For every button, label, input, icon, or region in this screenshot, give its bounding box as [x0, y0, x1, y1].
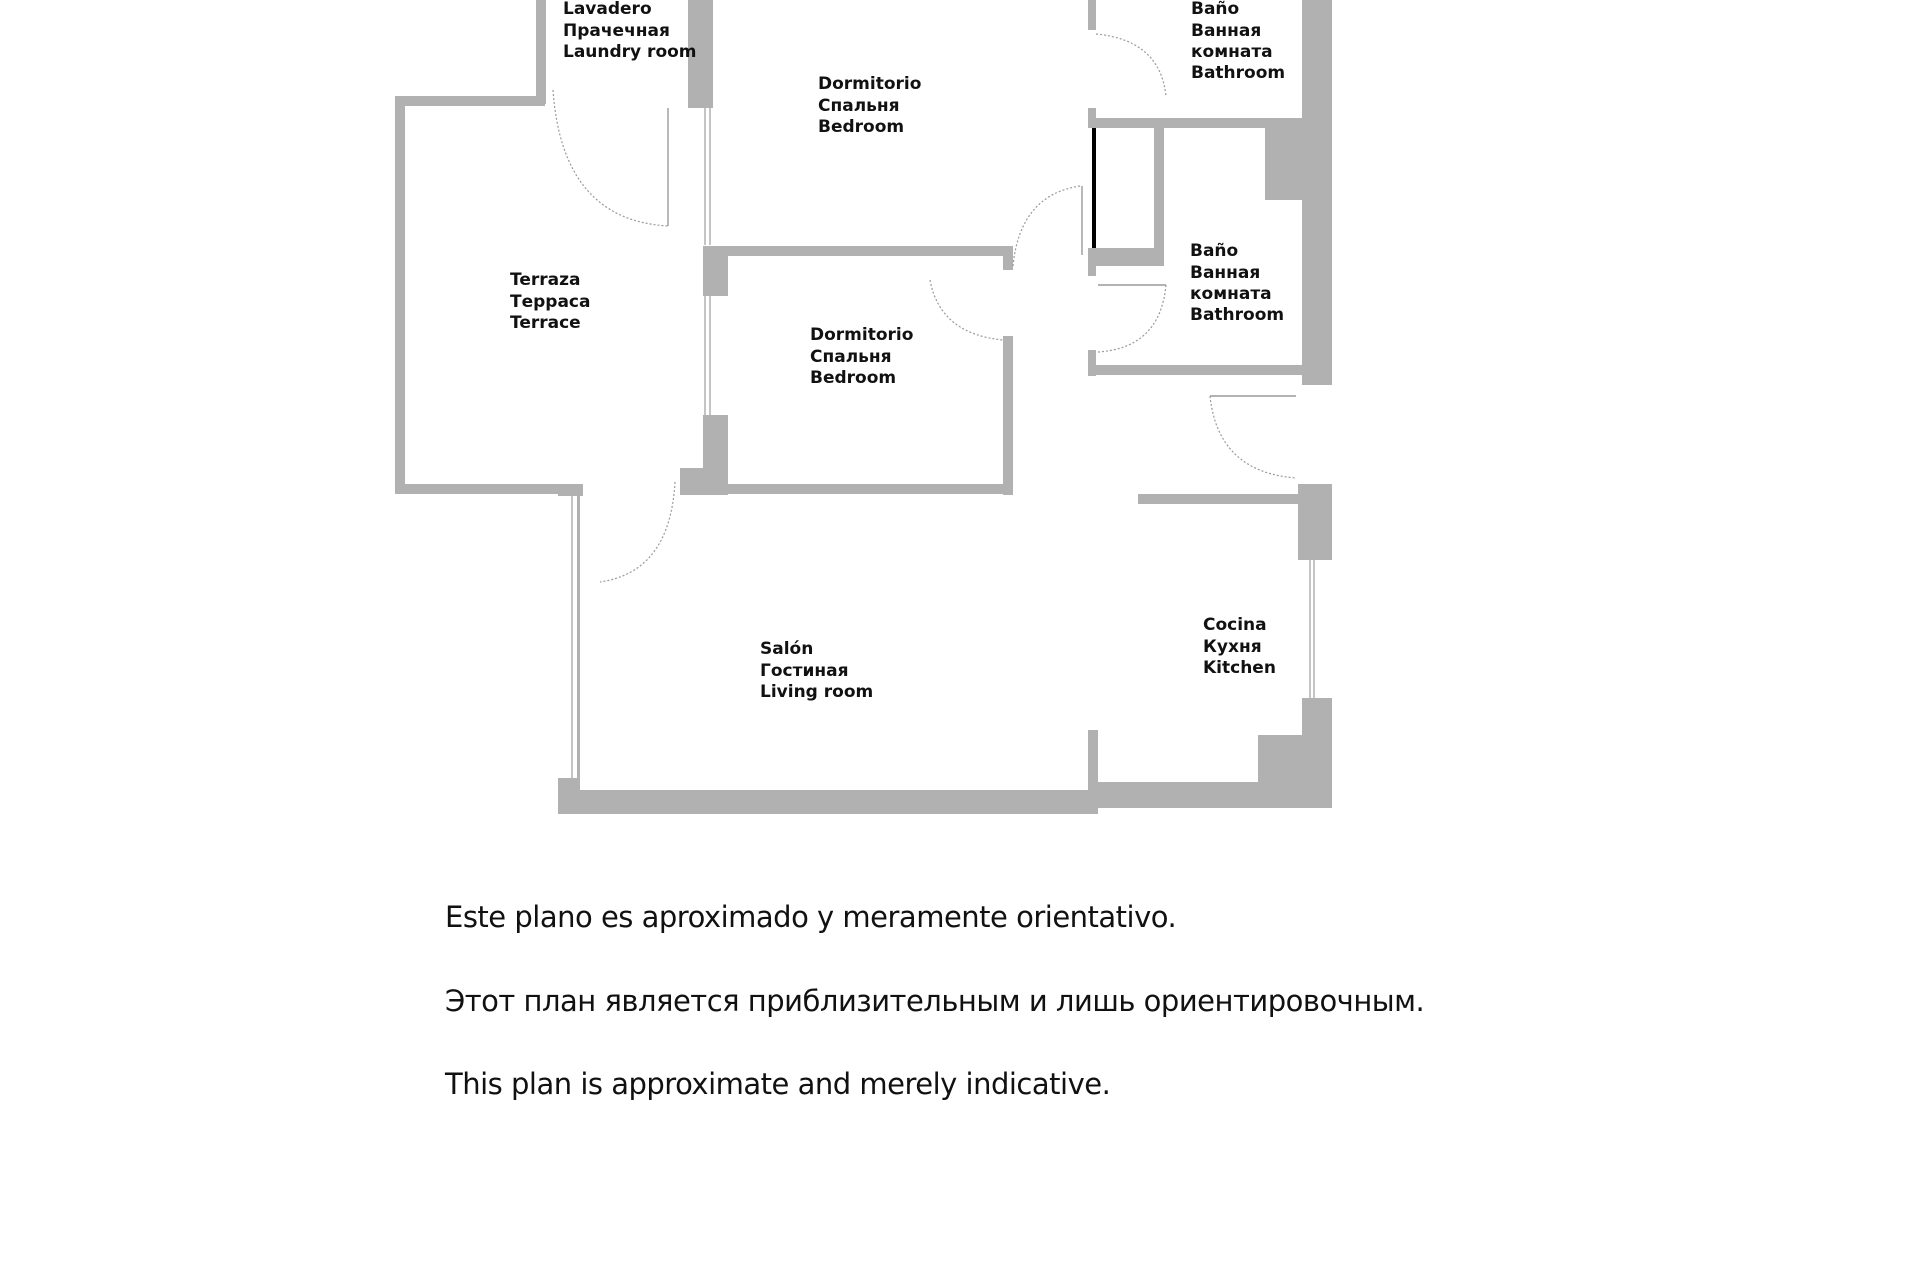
laundry-label-ru: Прачечная	[563, 21, 670, 41]
kitchen-label-es: Cocina	[1203, 615, 1267, 635]
bedroom-top-label-ru: Спальня	[818, 96, 900, 116]
disclaimer-es: Este plano es aproximado y meramente orientativo.	[445, 900, 1177, 934]
kitchen-label-en: Kitchen	[1203, 658, 1276, 678]
laundry-label-es: Lavadero	[563, 0, 652, 19]
room-label-terrace	[510, 270, 590, 333]
bedroom-top-label-es: Dormitorio	[818, 74, 922, 94]
room-label-bathroom-mid	[1190, 241, 1284, 325]
bathroom-mid-label-en: Bathroom	[1190, 305, 1285, 325]
bathroom-mid-label-ru2: комната	[1190, 284, 1272, 304]
living-label-ru: Гостиная	[760, 661, 849, 681]
laundry-label-en: Laundry room	[563, 42, 697, 62]
disclaimer-ru: Этот план является приблизительным и лишь ориентировочным.	[445, 984, 1425, 1018]
bedroom-mid-label-en: Bedroom	[810, 368, 897, 388]
bathroom-top-label-ru: Ванная	[1191, 21, 1262, 41]
disclaimer-en: This plan is approximate and merely indicative.	[445, 1067, 1111, 1101]
room-label-kitchen	[1203, 615, 1276, 678]
kitchen-label-ru: Кухня	[1203, 637, 1262, 657]
bathroom-mid-label-ru: Ванная	[1190, 263, 1261, 283]
bedroom-mid-label-es: Dormitorio	[810, 325, 914, 345]
terrace-label-en: Terrace	[510, 313, 581, 333]
room-label-bedroom-mid	[810, 325, 913, 388]
bedroom-mid-label-ru: Спальня	[810, 347, 892, 367]
living-label-es: Salón	[760, 639, 814, 659]
room-label-laundry	[563, 0, 697, 62]
bathroom-top-label-ru2: комната	[1191, 42, 1273, 62]
bathroom-top-label-es: Baño	[1191, 0, 1240, 19]
room-label-living	[760, 639, 873, 702]
bathroom-top-label-en: Bathroom	[1191, 63, 1286, 83]
bedroom-top-label-en: Bedroom	[818, 117, 905, 137]
living-label-en: Living room	[760, 682, 874, 702]
room-label-bedroom-top	[818, 74, 921, 137]
room-label-bathroom-top	[1191, 0, 1285, 83]
terrace-label-ru: Терраса	[510, 292, 591, 312]
terrace-label-es: Terraza	[510, 270, 581, 290]
bathroom-mid-label-es: Baño	[1190, 241, 1239, 261]
